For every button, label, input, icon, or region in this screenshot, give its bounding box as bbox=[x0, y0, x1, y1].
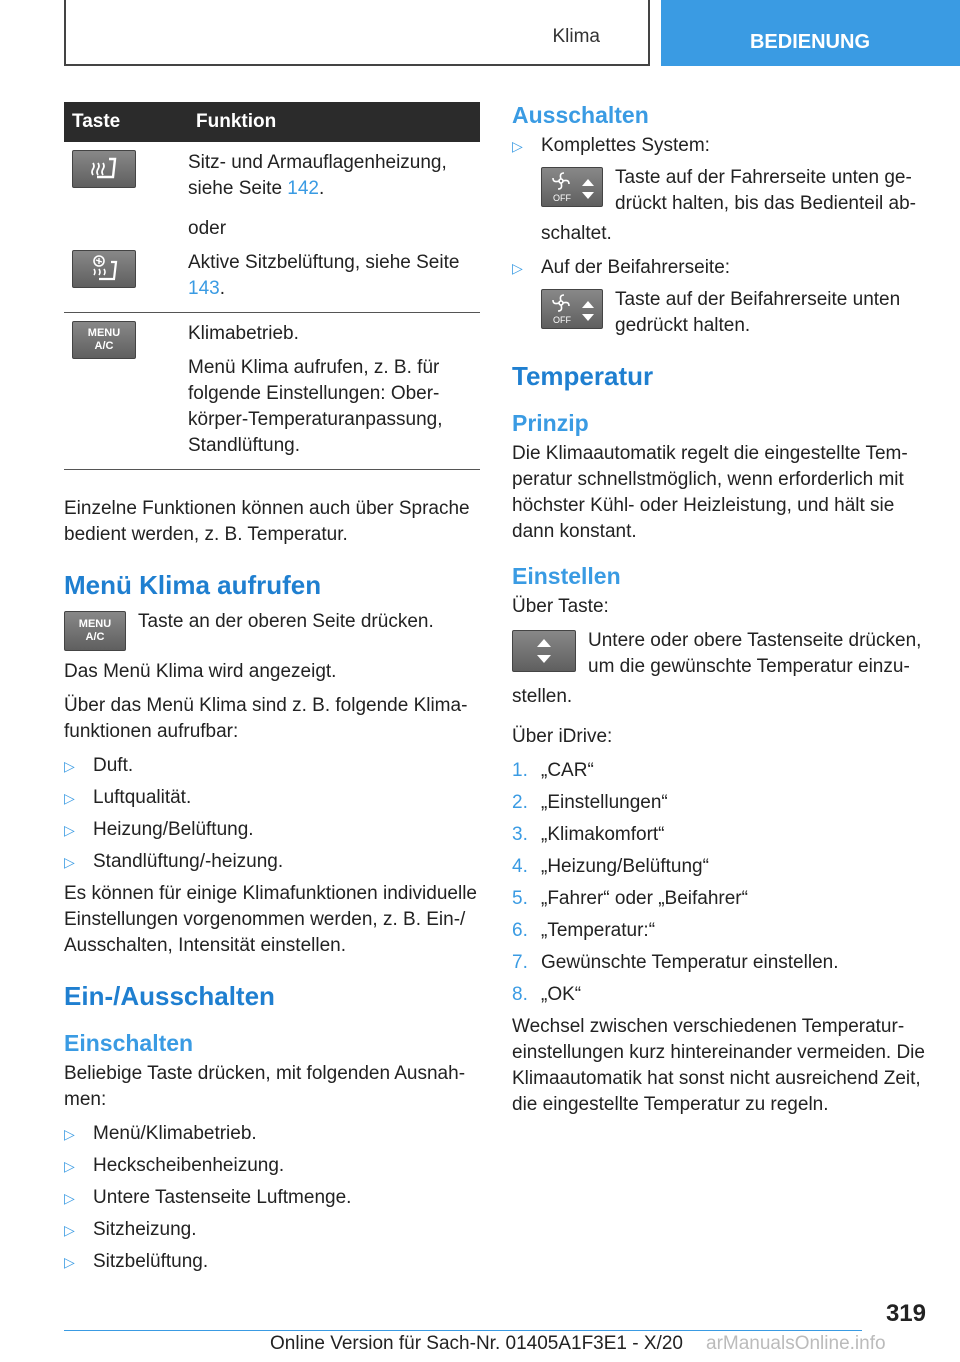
list-item: ▷ Duft. bbox=[64, 753, 480, 779]
triangle-bullet-icon: ▷ bbox=[64, 854, 75, 870]
table-header-key: Taste bbox=[64, 102, 188, 142]
chapter-title: BEDIENUNG bbox=[749, 31, 871, 53]
off-item1-detail: Taste auf der Fahrerseite unten ge-drückt halten, bis das Bedienteil ab- bbox=[615, 167, 917, 214]
triangle-bullet-icon: ▷ bbox=[64, 758, 75, 774]
header-chapter-box bbox=[661, 0, 960, 66]
list-item: 1. „CAR“ bbox=[512, 760, 594, 781]
list-item: 4. „Heizung/Belüftung“ bbox=[512, 856, 709, 877]
temperature-key-tail: stellen. bbox=[512, 686, 573, 707]
idrive-steps bbox=[512, 758, 932, 1008]
list-item: 2. „Einstellungen“ bbox=[512, 792, 668, 813]
heading-ausschalten: Ausschalten bbox=[512, 102, 649, 128]
off-item2-detail: Taste auf der Beifahrerseite unten gedrückt halten. bbox=[615, 289, 901, 336]
via-idrive-text: Über iDrive: bbox=[512, 726, 613, 747]
list-item: ▷ Auf der Beifahrerseite: bbox=[512, 255, 932, 281]
temperature-key-text: Untere oder obere Tastenseite drücken, um die gewünschte Temperatur einzu- bbox=[588, 630, 922, 677]
off-item1-tail: schaltet. bbox=[541, 223, 612, 244]
list-item: ▷ Sitzbelüftung. bbox=[64, 1249, 480, 1275]
einschalten-text: Beliebige Taste drücken, mit folgenden Ausnah-men: bbox=[64, 1063, 466, 1110]
watermark-text: arManualsOnline.info bbox=[706, 1333, 886, 1354]
table-row bbox=[64, 142, 480, 242]
off-list bbox=[512, 133, 932, 159]
table-row bbox=[64, 313, 480, 470]
list-item: ▷ Heckscheibenheizung. bbox=[64, 1153, 480, 1179]
left-column bbox=[64, 102, 480, 1281]
page-link[interactable]: 142 bbox=[287, 178, 319, 199]
table-row bbox=[64, 242, 480, 313]
fan-off-key-icon bbox=[541, 289, 603, 329]
triangle-bullet-icon: ▷ bbox=[64, 1158, 75, 1174]
list-item: ▷ Standlüftung/-heizung. bbox=[64, 849, 480, 875]
intro-text: Einzelne Funktionen können auch über Sprache bedient werden, z. B. Temperatur. bbox=[64, 498, 470, 545]
triangle-bullet-icon: ▷ bbox=[64, 1126, 75, 1142]
page-number: 319 bbox=[885, 1300, 926, 1327]
list-item: 7. Gewünschte Temperatur einstellen. bbox=[512, 952, 839, 973]
heading-menu-klima: Menü Klima aufrufen bbox=[64, 570, 322, 600]
heading-prinzip: Prinzip bbox=[512, 410, 589, 436]
exception-list bbox=[64, 1121, 480, 1275]
fan-off-key-icon bbox=[541, 167, 603, 207]
row-text: Aktive Sitzbelüftung, siehe Seite 143. bbox=[188, 252, 460, 299]
right-column bbox=[512, 102, 932, 1126]
triangle-bullet-icon: ▷ bbox=[64, 1190, 75, 1206]
svg-text:OFF: OFF bbox=[553, 315, 571, 325]
list-item: 8. „OK“ bbox=[512, 984, 582, 1005]
svg-text:OFF: OFF bbox=[553, 193, 571, 203]
header-section-box bbox=[64, 0, 650, 66]
heading-einschalten: Einschalten bbox=[64, 1030, 194, 1056]
page-link[interactable]: 143 bbox=[188, 278, 220, 299]
online-version-text: Online Version für Sach-Nr. 01405A1F3E1 - X/20 bbox=[270, 1333, 683, 1354]
list-item: ▷ Untere Tastenseite Luftmenge. bbox=[64, 1185, 480, 1211]
menu-press-text: Taste an der oberen Seite drücken. bbox=[138, 611, 434, 632]
section-title: Klima bbox=[552, 26, 600, 47]
list-item: 5. „Fahrer“ oder „Beifahrer“ bbox=[512, 888, 748, 909]
menu-ac-icon: MENU A/C bbox=[72, 321, 136, 359]
row-text: Menü Klima aufrufen, z. B. für folgende Einstellungen: Ober-körper-Temperaturanpassung, Standlüftung. bbox=[188, 357, 443, 456]
list-item: ▷ Heizung/Belüftung. bbox=[64, 817, 480, 843]
heading-einstellen: Einstellen bbox=[512, 563, 621, 589]
footer-divider bbox=[64, 1330, 862, 1331]
seat-heating-icon bbox=[72, 150, 136, 188]
key-function-table bbox=[64, 102, 480, 470]
triangle-bullet-icon: ▷ bbox=[64, 822, 75, 838]
table-header-function: Funktion bbox=[188, 102, 480, 142]
row-note: oder bbox=[188, 218, 227, 239]
triangle-bullet-icon: ▷ bbox=[512, 260, 523, 276]
triangle-bullet-icon: ▷ bbox=[64, 790, 75, 806]
list-item: ▷ Luftqualität. bbox=[64, 785, 480, 811]
list-item: ▷ Sitzheizung. bbox=[64, 1217, 480, 1243]
menu-item-list bbox=[64, 753, 480, 875]
closing-text: Wechsel zwischen verschiedenen Temperatur-einstellungen kurz hintereinander vermeiden. Die Klimaautomatik hat sonst nicht ausreichend Zeit, die eingestellte Temperatur zu regeln. bbox=[512, 1016, 925, 1115]
row-text: Sitz- und Armauflagenheizung, siehe Seite 142. bbox=[188, 152, 447, 199]
off-list bbox=[512, 255, 932, 281]
triangle-bullet-icon: ▷ bbox=[64, 1254, 75, 1270]
seat-ventilation-icon bbox=[72, 250, 136, 288]
row-text: Klimabetrieb. bbox=[188, 323, 299, 344]
heading-temperatur: Temperatur bbox=[512, 361, 654, 391]
list-item: 3. „Klimakomfort“ bbox=[512, 824, 665, 845]
individual-settings-text: Es können für einige Klimafunktionen individuelle Einstellungen vorgenommen werden, z. B. Ein-/ Ausschalten, Intensität einstellen. bbox=[64, 883, 477, 956]
list-item: 6. „Temperatur:“ bbox=[512, 920, 656, 941]
list-item: ▷ Menü/Klimabetrieb. bbox=[64, 1121, 480, 1147]
menu-shown-text: Das Menü Klima wird angezeigt. bbox=[64, 661, 337, 682]
heading-ein-ausschalten: Ein-/Ausschalten bbox=[64, 981, 275, 1011]
triangle-bullet-icon: ▷ bbox=[512, 138, 523, 154]
list-item: ▷ Komplettes System: bbox=[512, 133, 932, 159]
triangle-bullet-icon: ▷ bbox=[64, 1222, 75, 1238]
menu-functions-text: Über das Menü Klima sind z. B. folgende Klima-funktionen aufrufbar: bbox=[64, 695, 468, 742]
temperature-up-down-icon bbox=[512, 630, 576, 672]
prinzip-text: Die Klimaautomatik regelt die eingestellte Tem-peratur schnellstmöglich, wenn erforderlich mit höchster Kühl- oder Heizleistung, und hält sie dann konstant. bbox=[512, 443, 908, 542]
via-key-text: Über Taste: bbox=[512, 596, 609, 617]
menu-ac-icon: MENU A/C bbox=[64, 611, 126, 651]
